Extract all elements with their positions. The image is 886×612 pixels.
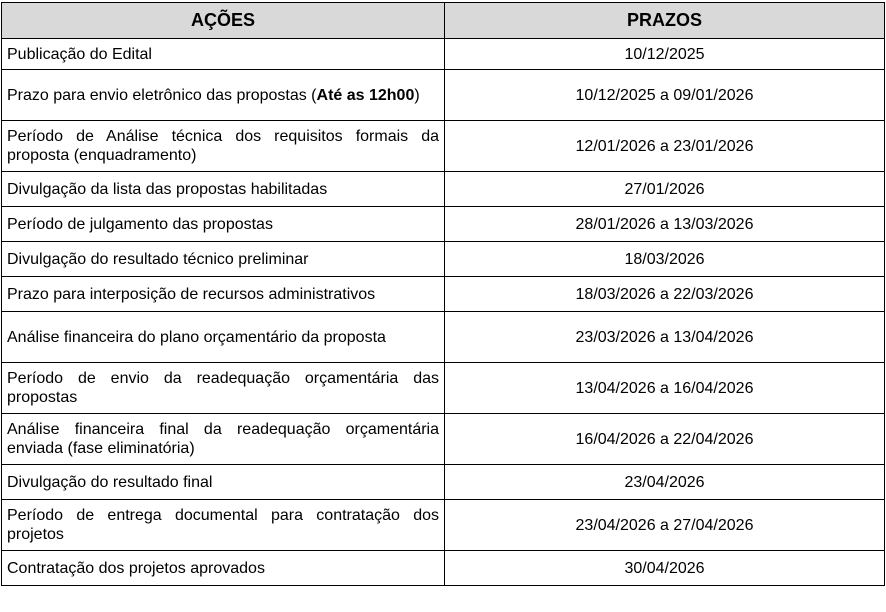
- acao-cell: Divulgação do resultado final: [2, 465, 445, 500]
- table-row: [2, 172, 885, 207]
- table-row: [2, 414, 885, 465]
- acao-cell: Análise financeira final da readequação orçamentária enviada (fase eliminatória): [2, 414, 445, 465]
- table-row: [2, 500, 885, 551]
- table-row: [2, 551, 885, 586]
- prazo-cell: 18/03/2026 a 22/03/2026: [445, 277, 885, 312]
- acao-cell: Período de Análise técnica dos requisitos formais da proposta (enquadramento): [2, 121, 445, 172]
- table-row: [2, 242, 885, 277]
- prazo-cell: 12/01/2026 a 23/01/2026: [445, 121, 885, 172]
- table-row: [2, 363, 885, 414]
- acao-text-end: ): [414, 86, 420, 104]
- header-acoes: AÇÕES: [2, 3, 445, 39]
- prazo-cell: 23/04/2026 a 27/04/2026: [445, 500, 885, 551]
- prazo-cell: 30/04/2026: [445, 551, 885, 586]
- acao-cell: Publicação do Edital: [2, 39, 445, 70]
- acao-cell: Prazo para interposição de recursos administrativos: [2, 277, 445, 312]
- table-row: [2, 312, 885, 363]
- acao-bold-text: Até as 12h00: [316, 86, 415, 104]
- table-row: [2, 39, 885, 70]
- acao-text: Prazo para envio eletrônico das propostas (: [7, 86, 317, 104]
- acao-cell: Divulgação do resultado técnico preliminar: [2, 242, 445, 277]
- schedule-table: [1, 2, 885, 586]
- prazo-cell: 13/04/2026 a 16/04/2026: [445, 363, 885, 414]
- table-row: [2, 70, 885, 121]
- table-row: [2, 277, 885, 312]
- acao-cell: Período de julgamento das propostas: [2, 207, 445, 242]
- acao-cell: Divulgação da lista das propostas habilitadas: [2, 172, 445, 207]
- acao-cell: [2, 70, 445, 121]
- acao-cell: Período de envio da readequação orçamentária das propostas: [2, 363, 445, 414]
- table-row: [2, 207, 885, 242]
- acao-cell: Período de entrega documental para contratação dos projetos: [2, 500, 445, 551]
- table-row: [2, 465, 885, 500]
- table-row: [2, 121, 885, 172]
- prazo-cell: 10/12/2025: [445, 39, 885, 70]
- prazo-cell: 27/01/2026: [445, 172, 885, 207]
- acao-cell: Análise financeira do plano orçamentário da proposta: [2, 312, 445, 363]
- acao-cell: Contratação dos projetos aprovados: [2, 551, 445, 586]
- prazo-cell: 10/12/2025 a 09/01/2026: [445, 70, 885, 121]
- prazo-cell: 16/04/2026 a 22/04/2026: [445, 414, 885, 465]
- header-row: [2, 3, 885, 39]
- prazo-cell: 28/01/2026 a 13/03/2026: [445, 207, 885, 242]
- prazo-cell: 23/04/2026: [445, 465, 885, 500]
- prazo-cell: 23/03/2026 a 13/04/2026: [445, 312, 885, 363]
- header-prazos: PRAZOS: [445, 3, 885, 39]
- prazo-cell: 18/03/2026: [445, 242, 885, 277]
